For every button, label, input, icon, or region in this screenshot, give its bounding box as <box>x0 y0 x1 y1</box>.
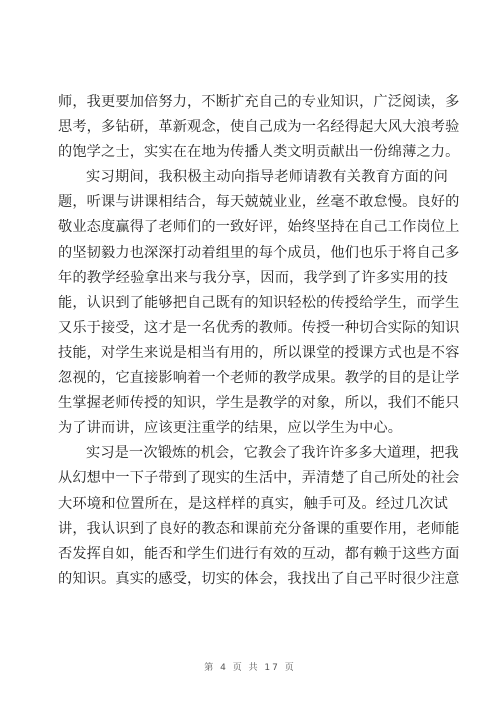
body-text <box>58 90 460 592</box>
text-line: 大环境和位置所在，是这样样的真实，触手可及。经过几次试 <box>58 495 448 512</box>
text-line: 讲，我认识到了良好的教态和课前充分备课的重要作用，老师能 <box>58 520 460 537</box>
text-line: 题，听课与讲课相结合，每天兢兢业业，丝毫不敢怠慢。良好的 <box>58 194 460 211</box>
text-line: 从幻想中一下子带到了现实的生活中，弄清楚了自己所处的社会 <box>58 470 460 487</box>
text-line: 年的教学经验拿出来与我分享，因而，我学到了许多实用的技 <box>58 269 448 286</box>
text-line: 生掌握老师传授的知识，学生是教学的对象，所以，我们不能只 <box>58 395 460 412</box>
paragraph-first-line: 实习是一次锻炼的机会，它教会了我许许多多大道理，把我 <box>86 445 459 462</box>
text-line: 思考，多钻研，革新观念，使自己成为一名经得起大风大浪考验 <box>58 119 460 136</box>
paragraph-last-line: 为了讲而讲，应该更注重学的结果，应以学生为中心。 <box>58 420 403 437</box>
text-line: 又乐于接受，这才是一名优秀的教师。传授一种切合实际的知识 <box>58 319 460 336</box>
text-line: 的知识。真实的感受，切实的体会，我找出了自己平时很少注意 <box>58 570 460 587</box>
text-line: 技能，对学生来说是相当有用的，所以课堂的授课方式也是不容 <box>58 344 460 361</box>
page-number-label: 第 4 页 共 17 页 <box>204 663 296 673</box>
text-line: 的坚韧毅力也深深打动着组里的每个成员，他们也乐于将自己多 <box>58 244 460 261</box>
text-line: 师，我更要加倍努力，不断扩充自己的专业知识，广泛阅读，多 <box>58 94 460 110</box>
text-line: 的饱学之士，实实在在地为传播人类文明贡献出一份绵薄之力。 <box>58 144 460 161</box>
text-line: 敬业态度赢得了老师们的一致好评，始终坚持在自己工作岗位上 <box>58 219 460 236</box>
text-line: 否发挥自如，能否和学生们进行有效的互动，都有赖于这些方面 <box>58 545 460 562</box>
page-footer <box>0 660 500 673</box>
text-line: 能，认识到了能够把自己既有的知识轻松的传授给学生，而学生 <box>58 294 460 311</box>
paragraph-first-line: 实习期间，我积极主动向指导老师请教有关教育方面的问 <box>86 169 448 186</box>
text-line: 忽视的，它直接影响着一个老师的教学成果。教学的目的是让学 <box>58 370 460 387</box>
